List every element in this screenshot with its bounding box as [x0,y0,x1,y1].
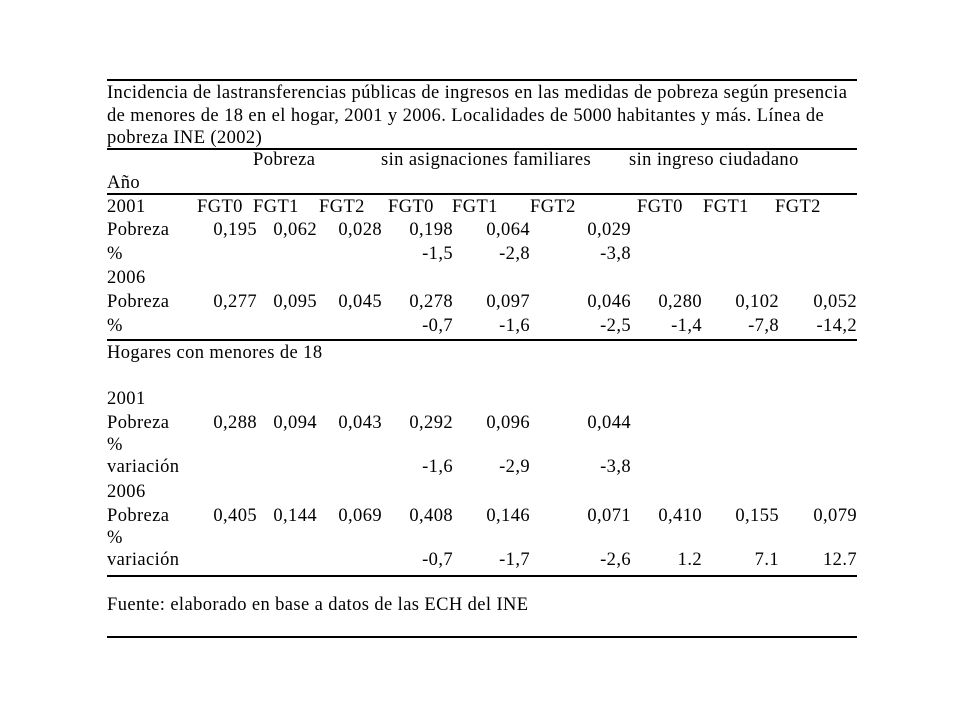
table-cell: -1,6 [499,316,530,336]
table-cell: -2,9 [499,457,530,477]
header-sin-ingreso: sin ingreso ciudadano [629,150,799,170]
table-cell: 0,046 [587,292,631,312]
row-label: Pobreza [107,292,170,312]
table-cell: -1,7 [499,550,530,570]
table-cell: 0,278 [409,292,453,312]
rule-top [107,79,857,81]
row-year-2001: 2001 [107,197,146,217]
table-cell: 7.1 [754,550,779,570]
table-cell: -14,2 [816,316,857,336]
col-fgt0-a: FGT0 [197,197,243,217]
table-cell: 0,292 [409,413,453,433]
rule-after-header [107,193,857,195]
table-cell: 0,288 [213,413,257,433]
row-label: variación [107,457,180,477]
table-cell: 0,155 [735,506,779,526]
table-cell: 0,062 [273,220,317,240]
table-cell: 0,408 [409,506,453,526]
table-cell: -0,7 [422,316,453,336]
row-label: % [107,244,123,264]
table-cell: -2,8 [499,244,530,264]
table-cell: 0,198 [409,220,453,240]
table-cell: 1.2 [677,550,702,570]
table-cell: 0,079 [813,506,857,526]
col-fgt2-a: FGT2 [319,197,365,217]
header-pobreza: Pobreza [253,150,316,170]
table-cell: 0,095 [273,292,317,312]
table-cell: 0,102 [735,292,779,312]
table-cell: 0,052 [813,292,857,312]
table-cell: -0,7 [422,550,453,570]
table-cell: -2,5 [600,316,631,336]
table-cell: 0,096 [486,413,530,433]
table-cell: 0,146 [486,506,530,526]
table-cell: -1,4 [671,316,702,336]
rule-after-section1 [107,339,857,341]
row-year-2006: 2006 [107,482,146,502]
header-sin-asignaciones: sin asignaciones familiares [381,150,592,170]
row-year-2001: 2001 [107,389,146,409]
table-cell: 0,280 [658,292,702,312]
table-cell: 0,410 [658,506,702,526]
row-label: % [107,528,123,548]
table-cell: 0,071 [587,506,631,526]
table-cell: 0,097 [486,292,530,312]
table-title-line1: Incidencia de lastransferencias públicas de ingresos en las medidas de pobreza según presencia [107,83,848,103]
source-note: Fuente: elaborado en base a datos de las ECH del INE [107,595,529,615]
table-cell: -2,6 [600,550,631,570]
section2-title: Hogares con menores de 18 [107,343,323,363]
row-label: variación [107,550,180,570]
table-cell: 0,069 [338,506,382,526]
row-year-2006: 2006 [107,268,146,288]
table-cell: 0,043 [338,413,382,433]
col-fgt1-a: FGT1 [253,197,299,217]
col-fgt1-b: FGT1 [452,197,498,217]
table-cell: 0,028 [338,220,382,240]
header-year-label: Año [107,173,141,193]
rule-bottom [107,636,857,638]
col-fgt0-b: FGT0 [388,197,434,217]
table-cell: 12.7 [823,550,857,570]
table-title-line3: pobreza INE (2002) [107,128,263,148]
row-label: Pobreza [107,413,170,433]
table-cell: -1,6 [422,457,453,477]
table-cell: 0,029 [587,220,631,240]
table-cell: -3,8 [600,457,631,477]
col-fgt2-c: FGT2 [775,197,821,217]
table-title-line2: de menores de 18 en el hogar, 2001 y 2006. Localidades de 5000 habitantes y más. Línea de [107,106,825,126]
table-cell: -3,8 [600,244,631,264]
col-fgt2-b: FGT2 [530,197,576,217]
col-fgt0-c: FGT0 [637,197,683,217]
row-label: % [107,316,123,336]
table-cell: -1,5 [422,244,453,264]
row-label: Pobreza [107,506,170,526]
table-cell: 0,144 [273,506,317,526]
table-cell: 0,064 [486,220,530,240]
row-label: % [107,435,123,455]
table-cell: 0,405 [213,506,257,526]
table-cell: 0,195 [213,220,257,240]
table-cell: 0,277 [213,292,257,312]
table-cell: 0,094 [273,413,317,433]
table-cell: 0,044 [587,413,631,433]
rule-after-section2 [107,575,857,577]
table-cell: 0,045 [338,292,382,312]
col-fgt1-c: FGT1 [703,197,749,217]
table-cell: -7,8 [748,316,779,336]
row-label: Pobreza [107,220,170,240]
